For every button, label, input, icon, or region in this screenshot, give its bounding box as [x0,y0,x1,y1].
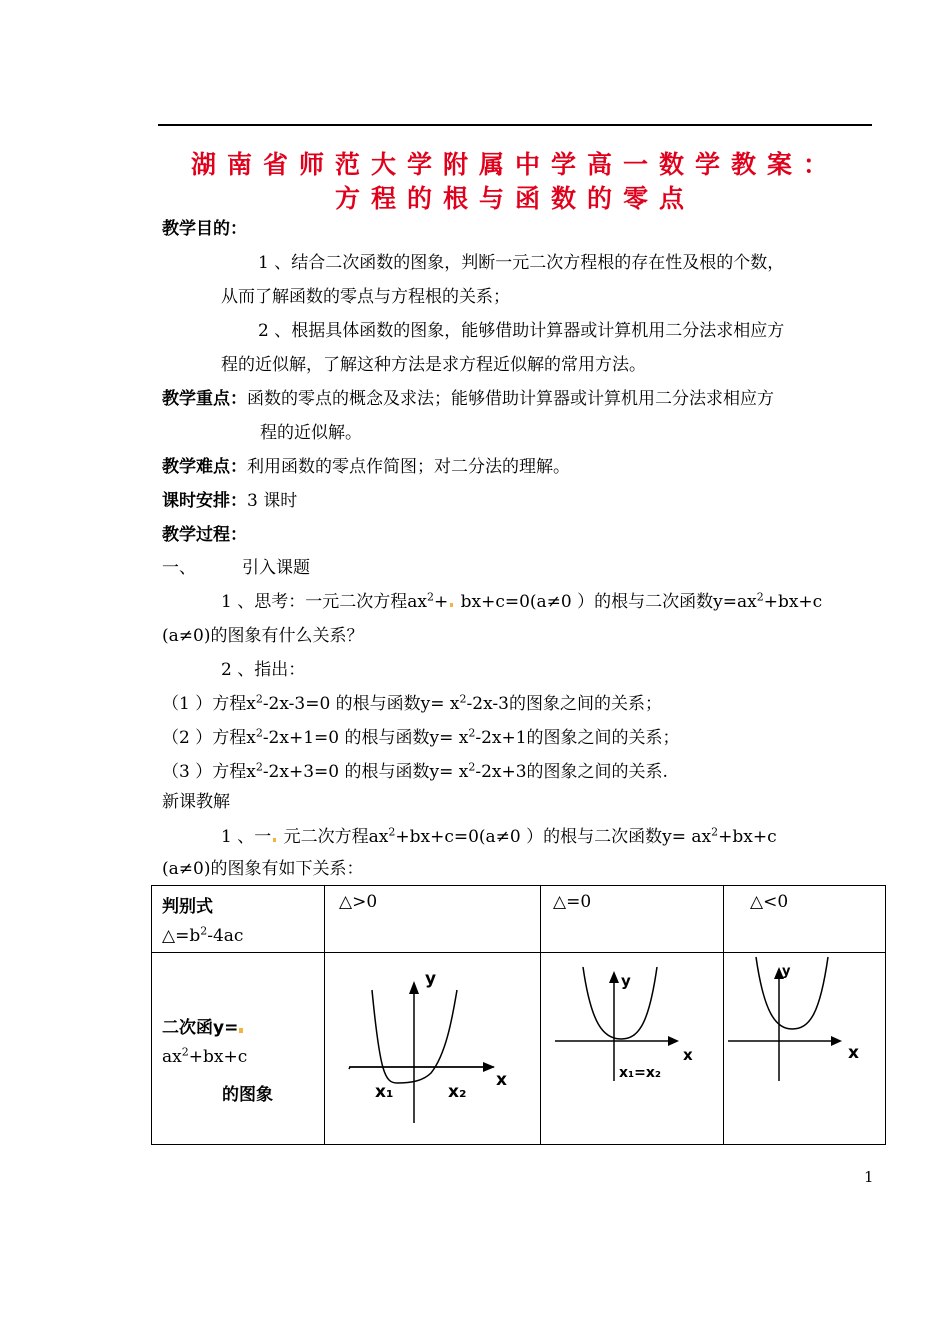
rel-a: 1 、一 [221,827,272,847]
exp-2: 2 [756,590,764,604]
think-line2: (a≠0)的图象有什么关系？ [162,626,364,646]
objective-2-line2: 程的近似解，了解这种方法是求方程近似解的常用方法。 [221,355,646,375]
think-line1 [221,591,822,613]
objectives-label: 教学目的： [162,219,247,239]
q3-c: -2x+3的图象之间的关系. [475,762,668,782]
new-lesson-heading: 新课教解 [162,792,230,812]
difficulties-label: 教学难点： [162,457,247,477]
q2-b: -2x+1=0 的根与函数y= x [262,728,469,748]
delta-lt-zero: △<0 [750,892,789,912]
parabola-two-roots [325,953,540,1144]
table-row [152,953,886,1145]
q3-b: -2x+3=0 的根与函数y= x [262,762,469,782]
double-root-label: x₁=x₂ [619,1065,662,1081]
schedule-label: 课时安排： [162,491,247,511]
y-label: y [425,969,437,989]
rel-c: +bx+c=0(a≠0 ）的根与二次函数y= ax [395,827,712,847]
discriminant-table [151,885,886,1145]
page-title-line2: 方程的根与函数的零点 [334,184,695,213]
schedule-text: 3 课时 [247,491,298,511]
section1-title: 引入课题 [242,558,310,578]
think-text-a: 1 、思考：一元二次方程ax [221,592,427,612]
exp-2: 2 [200,924,208,938]
think-text-b: + [433,592,449,612]
parabola-curve [756,957,828,1029]
discriminant-label: 判别式 [162,897,213,917]
q3-a: （3 ）方程x [162,762,256,782]
objective-1-line2: 从而了解函数的零点与方程根的关系； [221,287,510,307]
rel-d: +bx+c [718,827,777,847]
y-label: y [782,964,791,979]
section1-number: 一、 [162,558,196,578]
delta-gt-zero: △>0 [339,892,378,912]
table-cell-label [152,953,325,1145]
root-x2-label: x₂ [448,1082,467,1102]
label-bxc: +bx+c [188,1047,248,1067]
formula-a: △=b [162,926,201,946]
objective-2-line1: 2 、根据具体函数的图象，能够借助计算器或计算机用二分法求相应方 [258,321,785,341]
exp-2: 2 [459,692,467,706]
graph-no-root [724,953,886,1145]
x-label: x [848,1043,859,1063]
exp-2: 2 [468,726,476,740]
table-row [152,886,886,953]
exp-2: 2 [255,692,263,706]
key-points-label: 教学重点： [162,389,247,409]
graph-row-label-line1 [162,1013,243,1038]
parabola-no-root [724,953,885,1144]
key-points-line2: 程的近似解。 [260,423,362,443]
rel-b: 元二次方程ax [278,827,389,847]
think-text-d: +bx+c [763,592,823,612]
table-cell-eq [541,886,724,953]
highlight-marker [239,1028,243,1033]
think-text-c: bx+c=0(a≠0 ）的根与二次函数y=ax [455,592,757,612]
question-1 [162,693,662,715]
question-3 [162,761,668,783]
point-out: 2 、指出： [221,660,306,680]
exp-2: 2 [255,760,263,774]
discriminant-formula [162,926,243,946]
q2-c: -2x+1的图象之间的关系； [475,728,680,748]
y-arrow [409,981,419,994]
key-points-line1: 函数的零点的概念及求法；能够借助计算器或计算机用二分法求相应方 [247,389,774,409]
graph-row-label-line3: 的图象 [222,1085,273,1105]
schedule-row [162,490,297,512]
exp-2: 2 [711,825,719,839]
question-2 [162,727,680,749]
x-arrow [831,1036,842,1046]
difficulties-text: 利用函数的零点作简图；对二分法的理解。 [247,457,570,477]
highlight-marker [273,838,276,842]
q1-c: -2x-3的图象之间的关系； [466,694,662,714]
root-x1-label: x₁ [375,1082,394,1102]
relation-line2: (a≠0)的图象有如下关系： [162,859,364,879]
x-arrow [483,1062,495,1072]
header-rule [158,124,872,126]
q2-a: （2 ）方程x [162,728,256,748]
q1-a: （1 ）方程x [162,694,256,714]
formula-b: -4ac [207,926,244,946]
objective-1-line1: 1 、结合二次函数的图象，判断一元二次方程根的存在性及根的个数， [258,253,785,273]
table-cell-gt [325,886,541,953]
graph-row-label-line2 [162,1047,247,1067]
x-label: x [683,1046,693,1064]
parabola-one-root [541,953,723,1144]
graph-one-root [541,953,724,1145]
y-arrow [609,971,619,983]
exp-2: 2 [426,590,434,604]
graph-two-roots [325,953,541,1145]
table-cell-lt [724,886,886,953]
graph-row-label-text: 二次函y= [162,1018,239,1038]
exp-2: 2 [181,1045,189,1059]
label-ax: ax [162,1047,182,1067]
highlight-marker [450,603,453,607]
relation-line1 [221,826,777,848]
x-arrow [668,1036,679,1046]
key-points-row [162,388,774,410]
delta-eq-zero: △=0 [553,892,592,912]
parabola-curve [583,967,657,1039]
exp-2: 2 [468,760,476,774]
process-label: 教学过程： [162,525,247,545]
x-label: x [496,1070,507,1090]
y-label: y [621,972,631,990]
page-number: 1 [864,1168,874,1186]
page-title-line1: 湖南省师范大学附属中学高一数学教案： [190,150,839,179]
difficulties-row [162,456,570,478]
table-cell-label [152,886,325,953]
exp-2: 2 [388,825,396,839]
exp-2: 2 [255,726,263,740]
q1-b: -2x-3=0 的根与函数y= x [262,694,460,714]
